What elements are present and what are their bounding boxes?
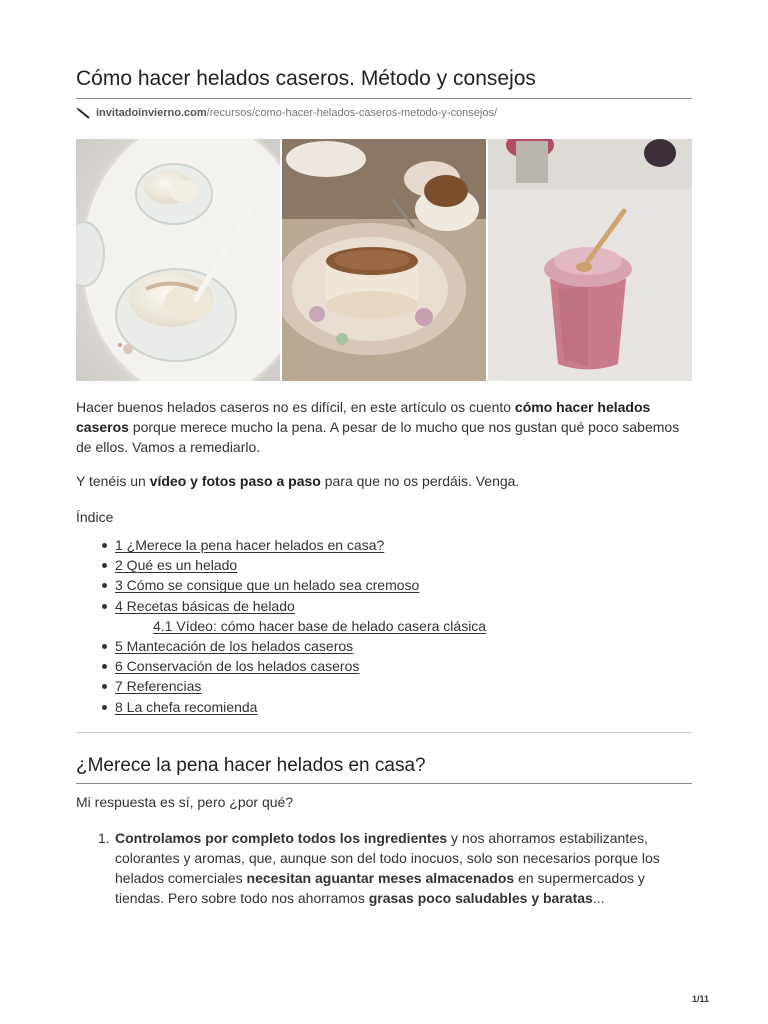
berry-ice-cream-cup-photo <box>488 139 692 381</box>
reasons-list <box>76 828 692 909</box>
toc-label: Índice <box>76 509 114 525</box>
toc-item <box>76 596 692 616</box>
section-heading: ¿Merece la pena hacer helados en casa? <box>76 753 692 784</box>
toc-item <box>76 636 692 656</box>
semifreddo-cake-photo <box>282 139 486 381</box>
toc-link[interactable]: 4.1 Vídeo: cómo hacer base de helado casera clásica <box>153 617 487 634</box>
source-domain: invitadoinvierno.com <box>96 107 207 119</box>
divider <box>76 732 692 733</box>
toc-link[interactable]: 2 Qué es un helado <box>115 557 238 574</box>
toc-item <box>76 676 692 696</box>
article <box>76 64 692 909</box>
ice-cream-bowls-photo <box>76 139 280 381</box>
list-number: 1. <box>98 829 110 846</box>
source-path: /recursos/como-hacer-helados-caseros-metodo-y-consejos/ <box>206 107 498 119</box>
toc-item <box>76 656 692 676</box>
pen-icon <box>76 107 92 119</box>
toc-item <box>76 555 692 575</box>
intro-paragraph: Hacer buenos helados caseros no es difícil, en este artículo os cuento cómo hacer helados caseros porque merece mucho la pena. A pesar de lo mucho que nos gustan qué poco sabemos de ellos. Vamos a remediarlo. <box>76 399 680 455</box>
toc-link[interactable]: 4 Recetas básicas de helado <box>115 597 295 614</box>
toc-subitem <box>76 616 692 636</box>
hero-image-collage <box>76 139 692 381</box>
answer-paragraph: Mi respuesta es sí, pero ¿por qué? <box>76 793 294 810</box>
toc-link[interactable]: 5 Mantecación de los helados caseros <box>115 638 354 655</box>
toc-link[interactable]: 3 Cómo se consigue que un helado sea cremoso <box>115 577 420 594</box>
page-number: 1/11 <box>692 994 710 1004</box>
toc-link[interactable]: 8 La chefa recomienda <box>115 698 258 715</box>
toc-item <box>76 535 692 555</box>
source-url[interactable] <box>76 105 692 121</box>
list-item: 1. Controlamos por completo todos los ingredientes y nos ahorramos estabilizantes, colorantes y aromas, que, aunque son del todo inocuos, solo son necesarios porque los helados comerciales necesitan aguantar meses almacenados en supermercados y tiendas. Pero sobre todo nos ahorramos grasas poco saludables y baratas... <box>98 829 660 907</box>
table-of-contents <box>76 535 692 717</box>
toc-link[interactable]: 7 Referencias <box>115 678 202 695</box>
video-paragraph: Y tenéis un vídeo y fotos paso a paso para que no os perdáis. Venga. <box>76 473 520 489</box>
toc-item <box>76 575 692 595</box>
toc-link[interactable]: 1 ¿Merece la pena hacer helados en casa? <box>115 537 385 553</box>
page-title: Cómo hacer helados caseros. Método y consejos <box>76 64 692 99</box>
toc-item <box>76 697 692 717</box>
toc-link[interactable]: 6 Conservación de los helados caseros <box>115 658 360 675</box>
